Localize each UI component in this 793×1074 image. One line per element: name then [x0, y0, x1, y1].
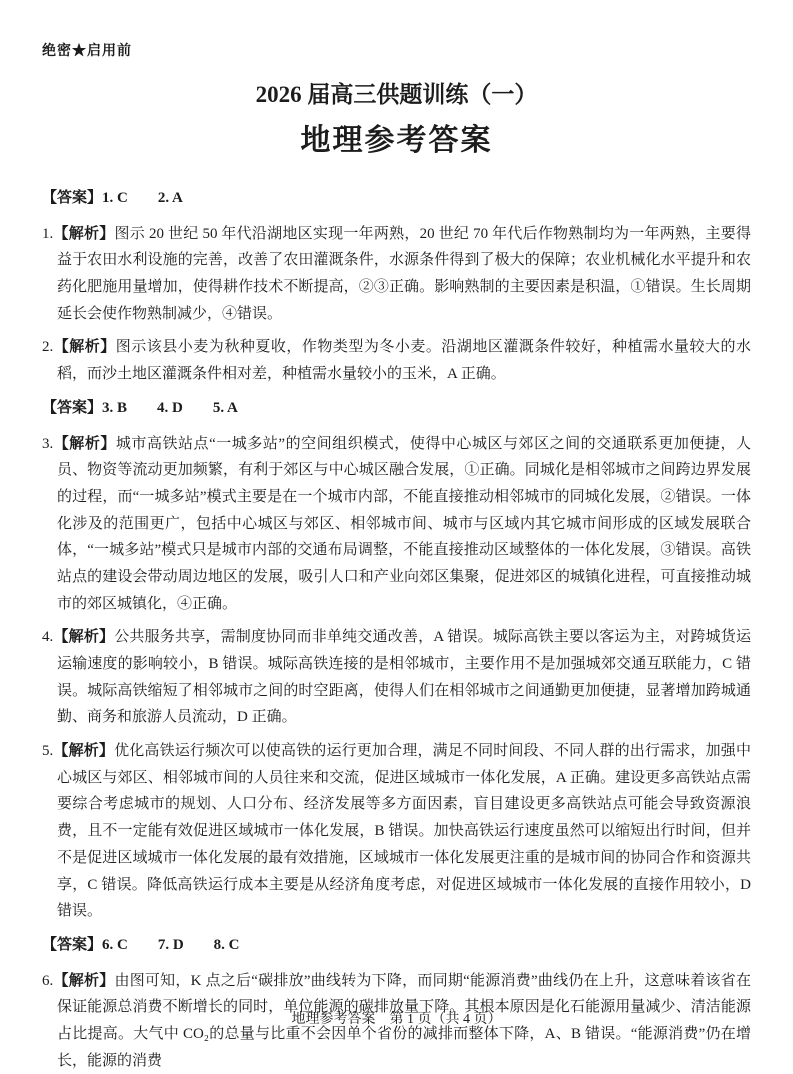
classification-label: 绝密★启用前 [42, 44, 132, 59]
explanation-paragraph-q5 [42, 738, 751, 925]
explanation-paragraph-q4 [42, 624, 751, 731]
answer-values: 6. C 7. D 8. C [102, 936, 240, 953]
question-number: 2. [42, 339, 54, 356]
question-number: 1. [42, 225, 54, 242]
question-number: 4. [42, 629, 54, 646]
explanation-paragraph-q2 [42, 334, 751, 387]
explanation-paragraph-q1 [42, 221, 751, 328]
explanation-text: 优化高铁运行频次可以使高铁的运行更加合理，满足不同时间段、不同人群的出行需求，加强中心城区与郊区、相邻城市间的人员往来和交流，促进区域城市一体化发展，A 正确。建设更多高铁站点需要综合考虑城市的规划、人口分布、经济发展等多方面因素，盲目建设更多高铁站点可能会导致资源浪费，且不一定能有效促进区域城市一体化发展，B 错误。加快高铁运行速度虽然可以缩短出行时间，但并不是促进区域城市一体化发展的最有效措施，区域城市一体化发展更注重的是城市间的协同合作和资源共享，C 错误。降低高铁运行成本主要是从经济角度考虑，对促进区域城市一体化发展的直接作用较小，D 错误。 [57, 743, 751, 920]
explanation-text: 公共服务共享，需制度协同而非单纯交通改善，A 错误。城际高铁主要以客运为主，对跨城货运运输速度的影响较小，B 错误。城际高铁连接的是相邻城市，主要作用不是加强城郊交通互联能力，C 错误。城际高铁缩短了相邻城市之间的时空距离，使得人们在相邻城市之间通勤更加便捷，显著增加跨城通勤、商务和旅游人员流动，D 正确。 [57, 629, 751, 726]
document-title: 2026 届高三供题训练（一） [255, 82, 538, 107]
explanation-paragraph-q3 [42, 431, 751, 618]
explanation-label: 【解析】 [53, 972, 115, 989]
question-number: 3. [42, 435, 54, 452]
explanation-label: 【解析】 [53, 435, 116, 452]
explanation-text: 图示 20 世纪 50 年代沿湖地区实现一年两熟，20 世纪 70 年代后作物熟制均为一年两熟，主要得益于农田水利设施的完善，改善了农田灌溉条件，水源条件得到了极大的保障；农业机械化水平提升和农药化肥施用量增加，使得耕作技术不断提高，②③正确。影响熟制的主要因素是积温，①错误。生长周期延长会使作物熟制减少，④错误。 [57, 225, 751, 322]
answer-label: 【答案】 [42, 936, 103, 953]
page-footer: 地理参考答案 第 1 页（共 4 页） [291, 1012, 502, 1027]
answer-line-1 [42, 185, 751, 212]
explanation-text: 由图可知，K 点之后“碳排放”曲线转为下降，而同期“能源消费”曲线仍在上升，这意味着该省在保证能源总消费不断增长的同时，单位能源的碳排放量下降。其根本原因是化石能源用量减少、清洁能源占比提高。大气中 CO₂的总量与比重不会因单个省份的减排而整体下降，A、B 错误。“能源消费”仍在增长，能源的消费 [57, 972, 751, 1069]
explanation-text: 城市高铁站点“一城多站”的空间组织模式，使得中心城区与郊区之间的交通联系更加便捷，人员、物资等流动更加频繁，有利于郊区与中心城区融合发展，①正确。同城化是相邻城市之间跨边界发展的过程，而“一城多站”模式主要是在一个城市内部，不能直接推动相邻城市的同城化发展，②错误。一体化涉及的范围更广，包括中心城区与郊区、相邻城市间、城市与区域内其它城市间形成的区域发展联合体，“一城多站”模式只是城市内部的交通布局调整，不能直接推动区域整体的一体化发展，③错误。高铁站点的建设会带动周边地区的发展，吸引人口和产业向郊区集聚，促进郊区的城镇化进程，可直接推动城市的郊区城镇化，④正确。 [57, 435, 751, 612]
explanation-label: 【解析】 [53, 743, 115, 760]
question-number: 6. [42, 972, 54, 989]
answer-label: 【答案】 [42, 399, 103, 416]
question-number: 5. [42, 743, 54, 760]
explanation-label: 【解析】 [53, 629, 115, 646]
explanation-label: 【解析】 [53, 225, 115, 242]
answer-label: 【答案】 [42, 190, 103, 206]
answer-line-3 [42, 932, 751, 959]
answer-values: 1. C 2. A [102, 190, 183, 206]
answer-content [42, 185, 751, 1074]
answer-line-2 [42, 395, 751, 422]
answer-values: 3. B 4. D 5. A [102, 399, 238, 416]
explanation-text: 图示该县小麦为秋种夏收，作物类型为冬小麦。沿湖地区灌溉条件较好，种植需水量较大的水稻，而沙土地区灌溉条件相对差，种植需水量较小的玉米，A 正确。 [57, 339, 751, 383]
explanation-label: 【解析】 [53, 339, 116, 356]
document-subtitle: 地理参考答案 [300, 124, 493, 157]
